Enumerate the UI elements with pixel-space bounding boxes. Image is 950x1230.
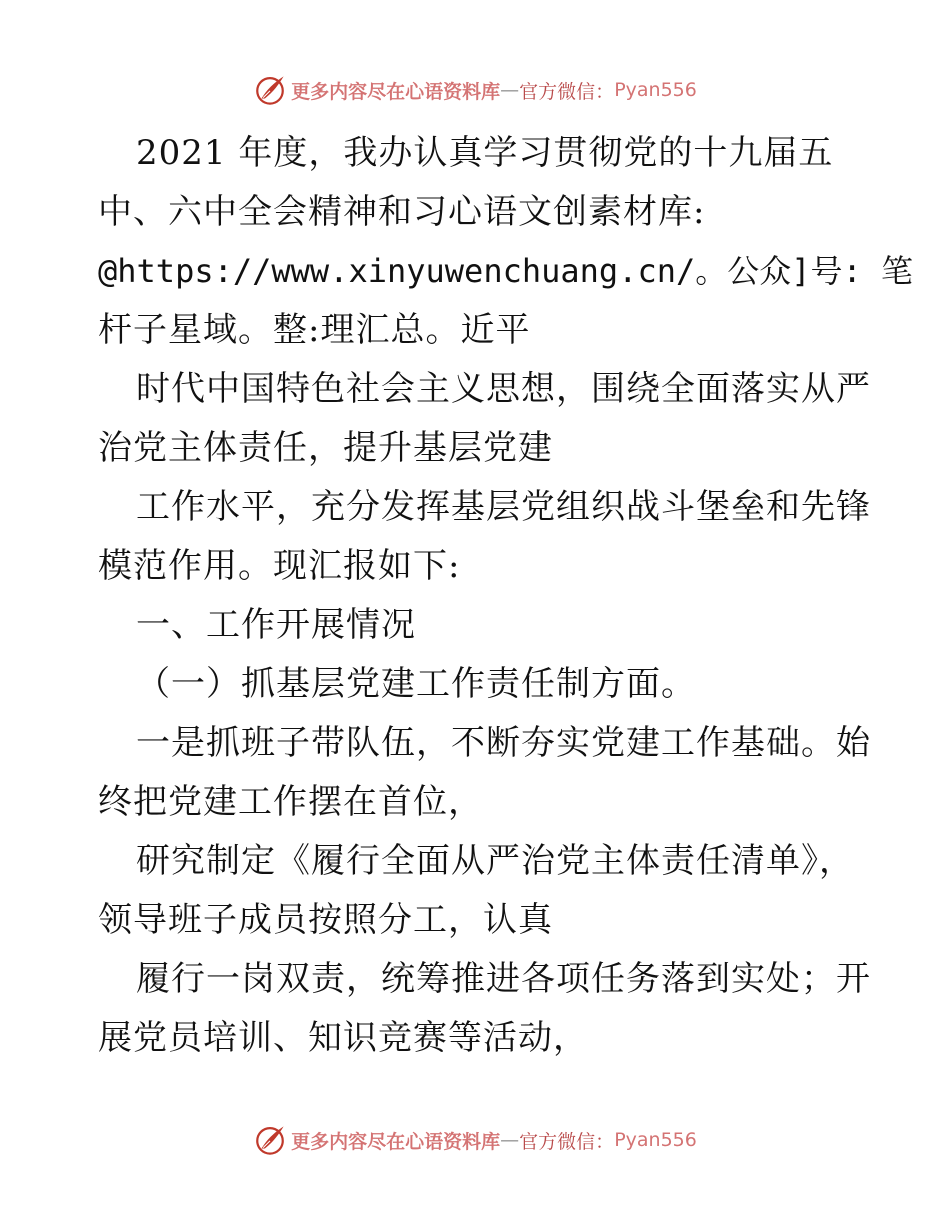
body-line-7: 工作水平，充分发挥基层党组织战斗堡垒和先锋	[136, 487, 871, 527]
watermark-wechat-id: Pyan556	[614, 1129, 697, 1151]
header-watermark	[0, 70, 950, 110]
body-line-16: 展党员培训、知识竞赛等活动，	[98, 1018, 588, 1058]
watermark-separator: —	[500, 1129, 520, 1151]
quill-pen-logo-icon	[253, 73, 287, 107]
watermark-wechat-label: 官方微信：	[519, 1130, 615, 1153]
body-line-3: @https://www.xinyuwenchuang.cn/。公众]号: 笔	[98, 252, 914, 290]
body-line-2: 中、六中全会精神和习心语文创素材库:	[98, 192, 706, 232]
watermark-separator: —	[500, 79, 520, 101]
watermark-main-text: 更多内容尽在心语资料库	[291, 1130, 501, 1153]
section-heading: 一、工作开展情况	[136, 605, 416, 645]
watermark-wechat-label: 官方微信：	[519, 80, 615, 103]
watermark-wechat-id: Pyan556	[614, 79, 697, 101]
body-line-4: 杆子星域。整:理汇总。近平	[98, 310, 531, 350]
footer-watermark	[0, 1120, 950, 1160]
body-line-1: 2021 年度，我办认真学习贯彻党的十九届五	[136, 133, 834, 173]
body-line-14: 领导班子成员按照分工，认真	[98, 900, 553, 940]
body-line-11: 一是抓班子带队伍，不断夯实党建工作基础。始	[136, 723, 871, 763]
body-line-6: 治党主体责任，提升基层党建	[98, 428, 553, 468]
body-line-5: 时代中国特色社会主义思想，围绕全面落实从严	[136, 369, 871, 409]
body-line-15: 履行一岗双责，统筹推进各项任务落到实处；开	[136, 959, 871, 999]
quill-pen-logo-icon	[253, 1123, 287, 1157]
body-line-8: 模范作用。现汇报如下:	[98, 546, 461, 586]
body-line-12: 终把党建工作摆在首位，	[98, 782, 483, 822]
watermark-main-text: 更多内容尽在心语资料库	[291, 80, 501, 103]
subsection-heading: （一）抓基层党建工作责任制方面。	[136, 664, 696, 704]
body-line-13: 研究制定《履行全面从严治党主体责任清单》，	[136, 841, 854, 881]
document-body	[98, 124, 914, 1068]
